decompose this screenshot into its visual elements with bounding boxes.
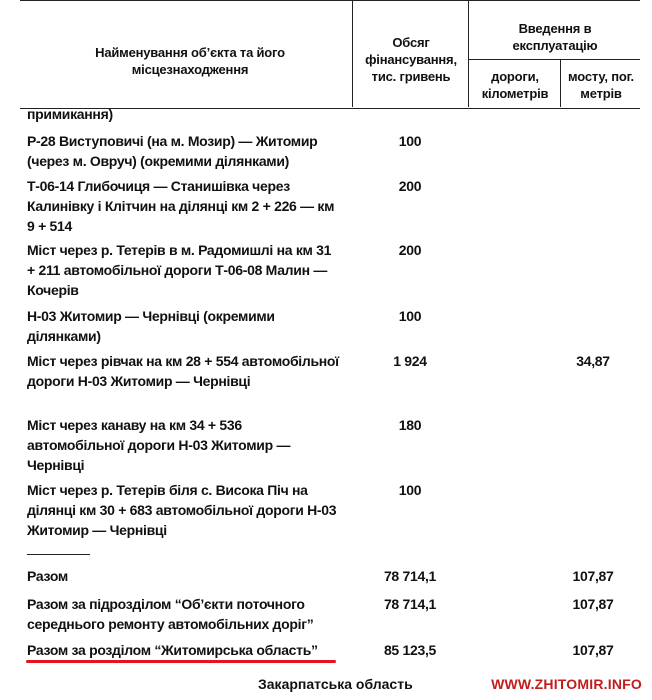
total-amount: 78 714,1 (383, 568, 437, 584)
separator-line (27, 554, 90, 555)
total-bridge: 107,87 (572, 596, 614, 612)
row-name: Міст через р. Тетерів біля с. Висока Піч на ділянці км 30 + 683 автомобільної дороги Н-03 Житомир — Чернівці (27, 482, 337, 538)
total-name: Разом за підрозділом “Об’єкти поточного середнього ремонту автомобільних доріг” (27, 596, 314, 632)
total-bridge: 107,87 (572, 568, 614, 584)
header-divider (560, 60, 561, 107)
row-name: Т-06-14 Глибочиця — Станишівка через Калинівку і Клітчин на ділянці км 2 + 226 — км 9 + 514 (27, 178, 335, 234)
row-amount: 200 (398, 242, 422, 258)
total-amount: 78 714,1 (383, 596, 437, 612)
row-name: Міст через канаву на км 34 + 536 автомобільної дороги Н-03 Житомир — Чернівці (27, 417, 291, 473)
header-divider (352, 0, 353, 107)
header-col-name: Найменування об’єкта та його місцезнаходження (95, 45, 285, 77)
row-name: Міст через р. Тетерів в м. Радомишлі на км 31 + 211 автомобільної дороги Т-06-08 Малин — Кочерів (27, 242, 332, 298)
row-name: Н-03 Житомир — Чернівці (окремими ділянками) (27, 308, 275, 344)
row-bridge: 34,87 (576, 353, 610, 369)
row-amount: 1 924 (393, 353, 427, 369)
total-amount: 85 123,5 (383, 642, 437, 658)
header-divider (468, 0, 469, 107)
header-col-commission: Введення в експлуатацію (512, 21, 598, 53)
row-name: Міст через рівчак на км 28 + 554 автомобільної дороги Н-03 Житомир — Чернівці (27, 353, 339, 389)
row-amount: 100 (398, 308, 422, 324)
row-amount: 100 (398, 482, 422, 498)
row-name: Р-28 Виступовичі (на м. Мозир) — Житомир (через м. Овруч) (окремими ділянками) (27, 133, 318, 169)
next-section-title: Закарпатська область (258, 676, 413, 692)
header-col-roads: дороги, кілометрів (481, 69, 549, 101)
highlight-underline (26, 660, 336, 663)
header-col-amount: Обсяг фінансування, тис. гривень (365, 35, 457, 84)
row-amount: 100 (398, 133, 422, 149)
total-name: Разом (27, 568, 68, 584)
total-bridge: 107,87 (572, 642, 614, 658)
row-name: примикання) (27, 106, 113, 122)
total-name: Разом за розділом “Житомирська область” (27, 642, 318, 658)
header-divider (468, 59, 640, 60)
header-col-bridges: мосту, пог. метрів (568, 69, 634, 101)
row-amount: 200 (398, 178, 422, 194)
site-watermark: WWW.ZHITOMIR.INFO (491, 676, 642, 692)
row-amount: 180 (398, 417, 422, 433)
